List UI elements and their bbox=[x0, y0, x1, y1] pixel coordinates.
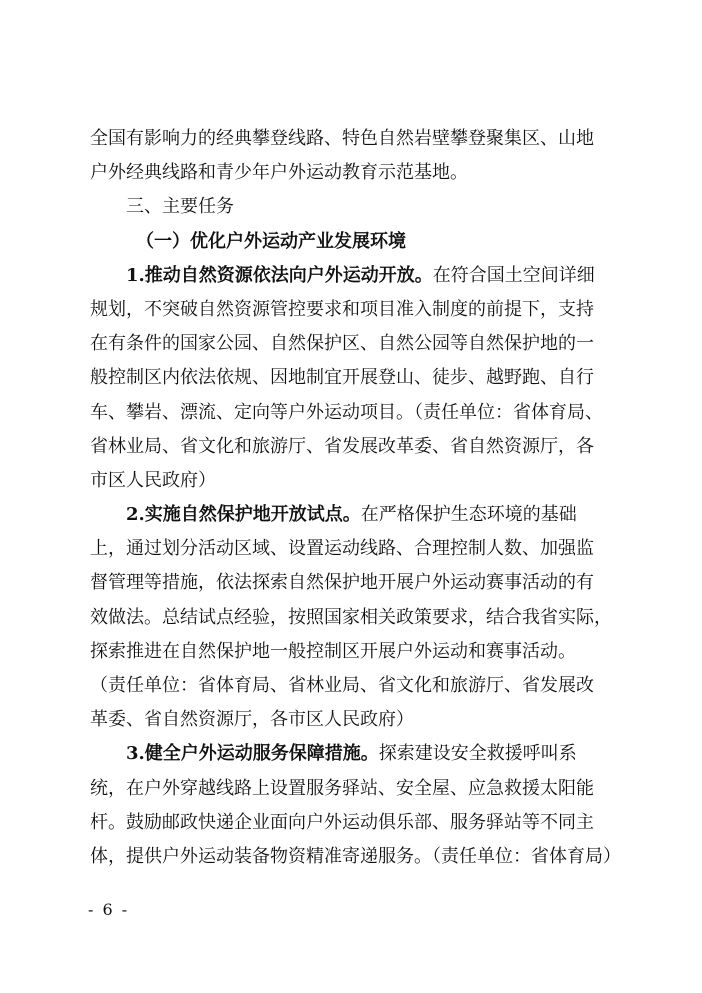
item-1-first-line bbox=[90, 259, 614, 293]
text-line: 统，在户外穿越线路上设置服务驿站、安全屋、应急救援太阳能 bbox=[90, 777, 594, 799]
text-line: （责任单位：省体育局、省林业局、省文化和旅游厅、省发展改 bbox=[90, 675, 594, 696]
text-line: 上，通过划分活动区域、设置运动线路、合理控制人数、加强监 bbox=[90, 538, 594, 560]
item-2-title: 2.实施自然保护地开放试点。 bbox=[126, 504, 361, 526]
item-3-title: 3.健全户外运动服务保障措施。 bbox=[126, 743, 379, 765]
item-1-text: 在符合国土空间详细 bbox=[432, 264, 595, 286]
document-body bbox=[90, 122, 621, 874]
text-line: 规划，不突破自然资源管控要求和项目准入制度的前提下，支持 bbox=[90, 298, 594, 320]
text-line: 市区人民政府） bbox=[90, 469, 216, 491]
text-line: 督管理等措施，依法探索自然保护地开展户外运动赛事活动的有 bbox=[90, 572, 594, 594]
text-line: 全国有影响力的经典攀登线路、特色自然岩壁攀登聚集区、山地 bbox=[90, 128, 594, 149]
page-number: - 6 - bbox=[88, 900, 130, 919]
text-line: 户外经典线路和青少年户外运动教育示范基地。 bbox=[90, 162, 468, 184]
item-1-title: 1.推动自然资源依法向户外运动开放。 bbox=[126, 264, 433, 286]
text-line: 车、攀岩、漂流、定向等户外运动项目。（责任单位：省体育局、 bbox=[90, 401, 603, 423]
subsection-heading: （一）优化户外运动产业发展环境 bbox=[136, 230, 406, 252]
text-line: 杆。鼓励邮政快递企业面向户外运动俱乐部、服务驿站等不同主 bbox=[90, 811, 594, 833]
text-line: 效做法。总结试点经验，按照国家相关政策要求，结合我省实际， bbox=[90, 606, 612, 628]
text-line: 省林业局、省文化和旅游厅、省发展改革委、省自然资源厅，各 bbox=[90, 435, 594, 457]
text-line: 般控制区内依法依规、因地制宜开展登山、徒步、越野跑、自行 bbox=[90, 367, 594, 389]
text-line: 体，提供户外运动装备物资精准寄递服务。（责任单位：省体育局） bbox=[90, 845, 621, 867]
text-line: 探索推进在自然保护地一般控制区开展户外运动和赛事活动。 bbox=[90, 640, 576, 662]
text-line: 在有条件的国家公园、自然保护区、自然公园等自然保护地的一 bbox=[90, 333, 594, 355]
item-3-first-line bbox=[90, 737, 614, 771]
item-2-text: 在严格保护生态环境的基础 bbox=[360, 504, 577, 526]
text-line: 革委、省自然资源厅，各市区人民政府） bbox=[90, 709, 414, 731]
item-2-first-line bbox=[90, 498, 614, 532]
item-3-text: 探索建设安全救援呼叫系 bbox=[378, 743, 577, 765]
section-heading: 三、主要任务 bbox=[126, 196, 234, 218]
